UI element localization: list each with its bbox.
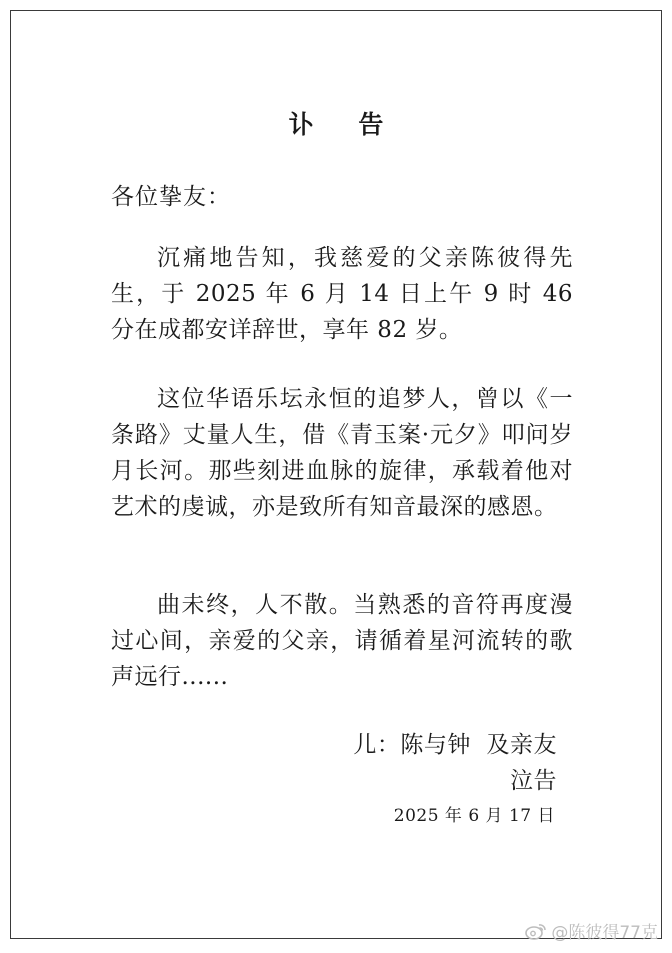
signature-line-family: 儿：陈与钟 及亲友	[353, 732, 557, 758]
obituary-sheet	[10, 10, 662, 939]
paragraph-announcement: 沉痛地告知，我慈爱的父亲陈彼得先生，于 2025 年 6 月 14 日上午 9 时 46 分在成都安详辞世，享年 82 岁。	[111, 245, 573, 343]
signature-block	[353, 727, 557, 799]
watermark	[525, 918, 658, 943]
paragraph-farewell: 曲未终，人不散。当熟悉的音符再度漫过心间，亲爱的父亲，请循着星河流转的歌声远行......	[111, 592, 573, 690]
signature-line-announce: 泣告	[510, 768, 557, 794]
document-title: 讣 告	[288, 110, 402, 139]
weibo-icon	[525, 922, 547, 940]
salutation: 各位挚友：	[111, 184, 231, 210]
paragraph-tribute: 这位华语乐坛永恒的追梦人，曾以《一条路》丈量人生，借《青玉案·元夕》叩问岁月长河。那些刻进血脉的旋律，承载着他对艺术的虔诚，亦是致所有知音最深的感恩。	[111, 386, 573, 520]
signature-date: 2025 年 6 月 17 日	[393, 806, 555, 826]
watermark-text: @陈彼得77克	[551, 923, 658, 943]
